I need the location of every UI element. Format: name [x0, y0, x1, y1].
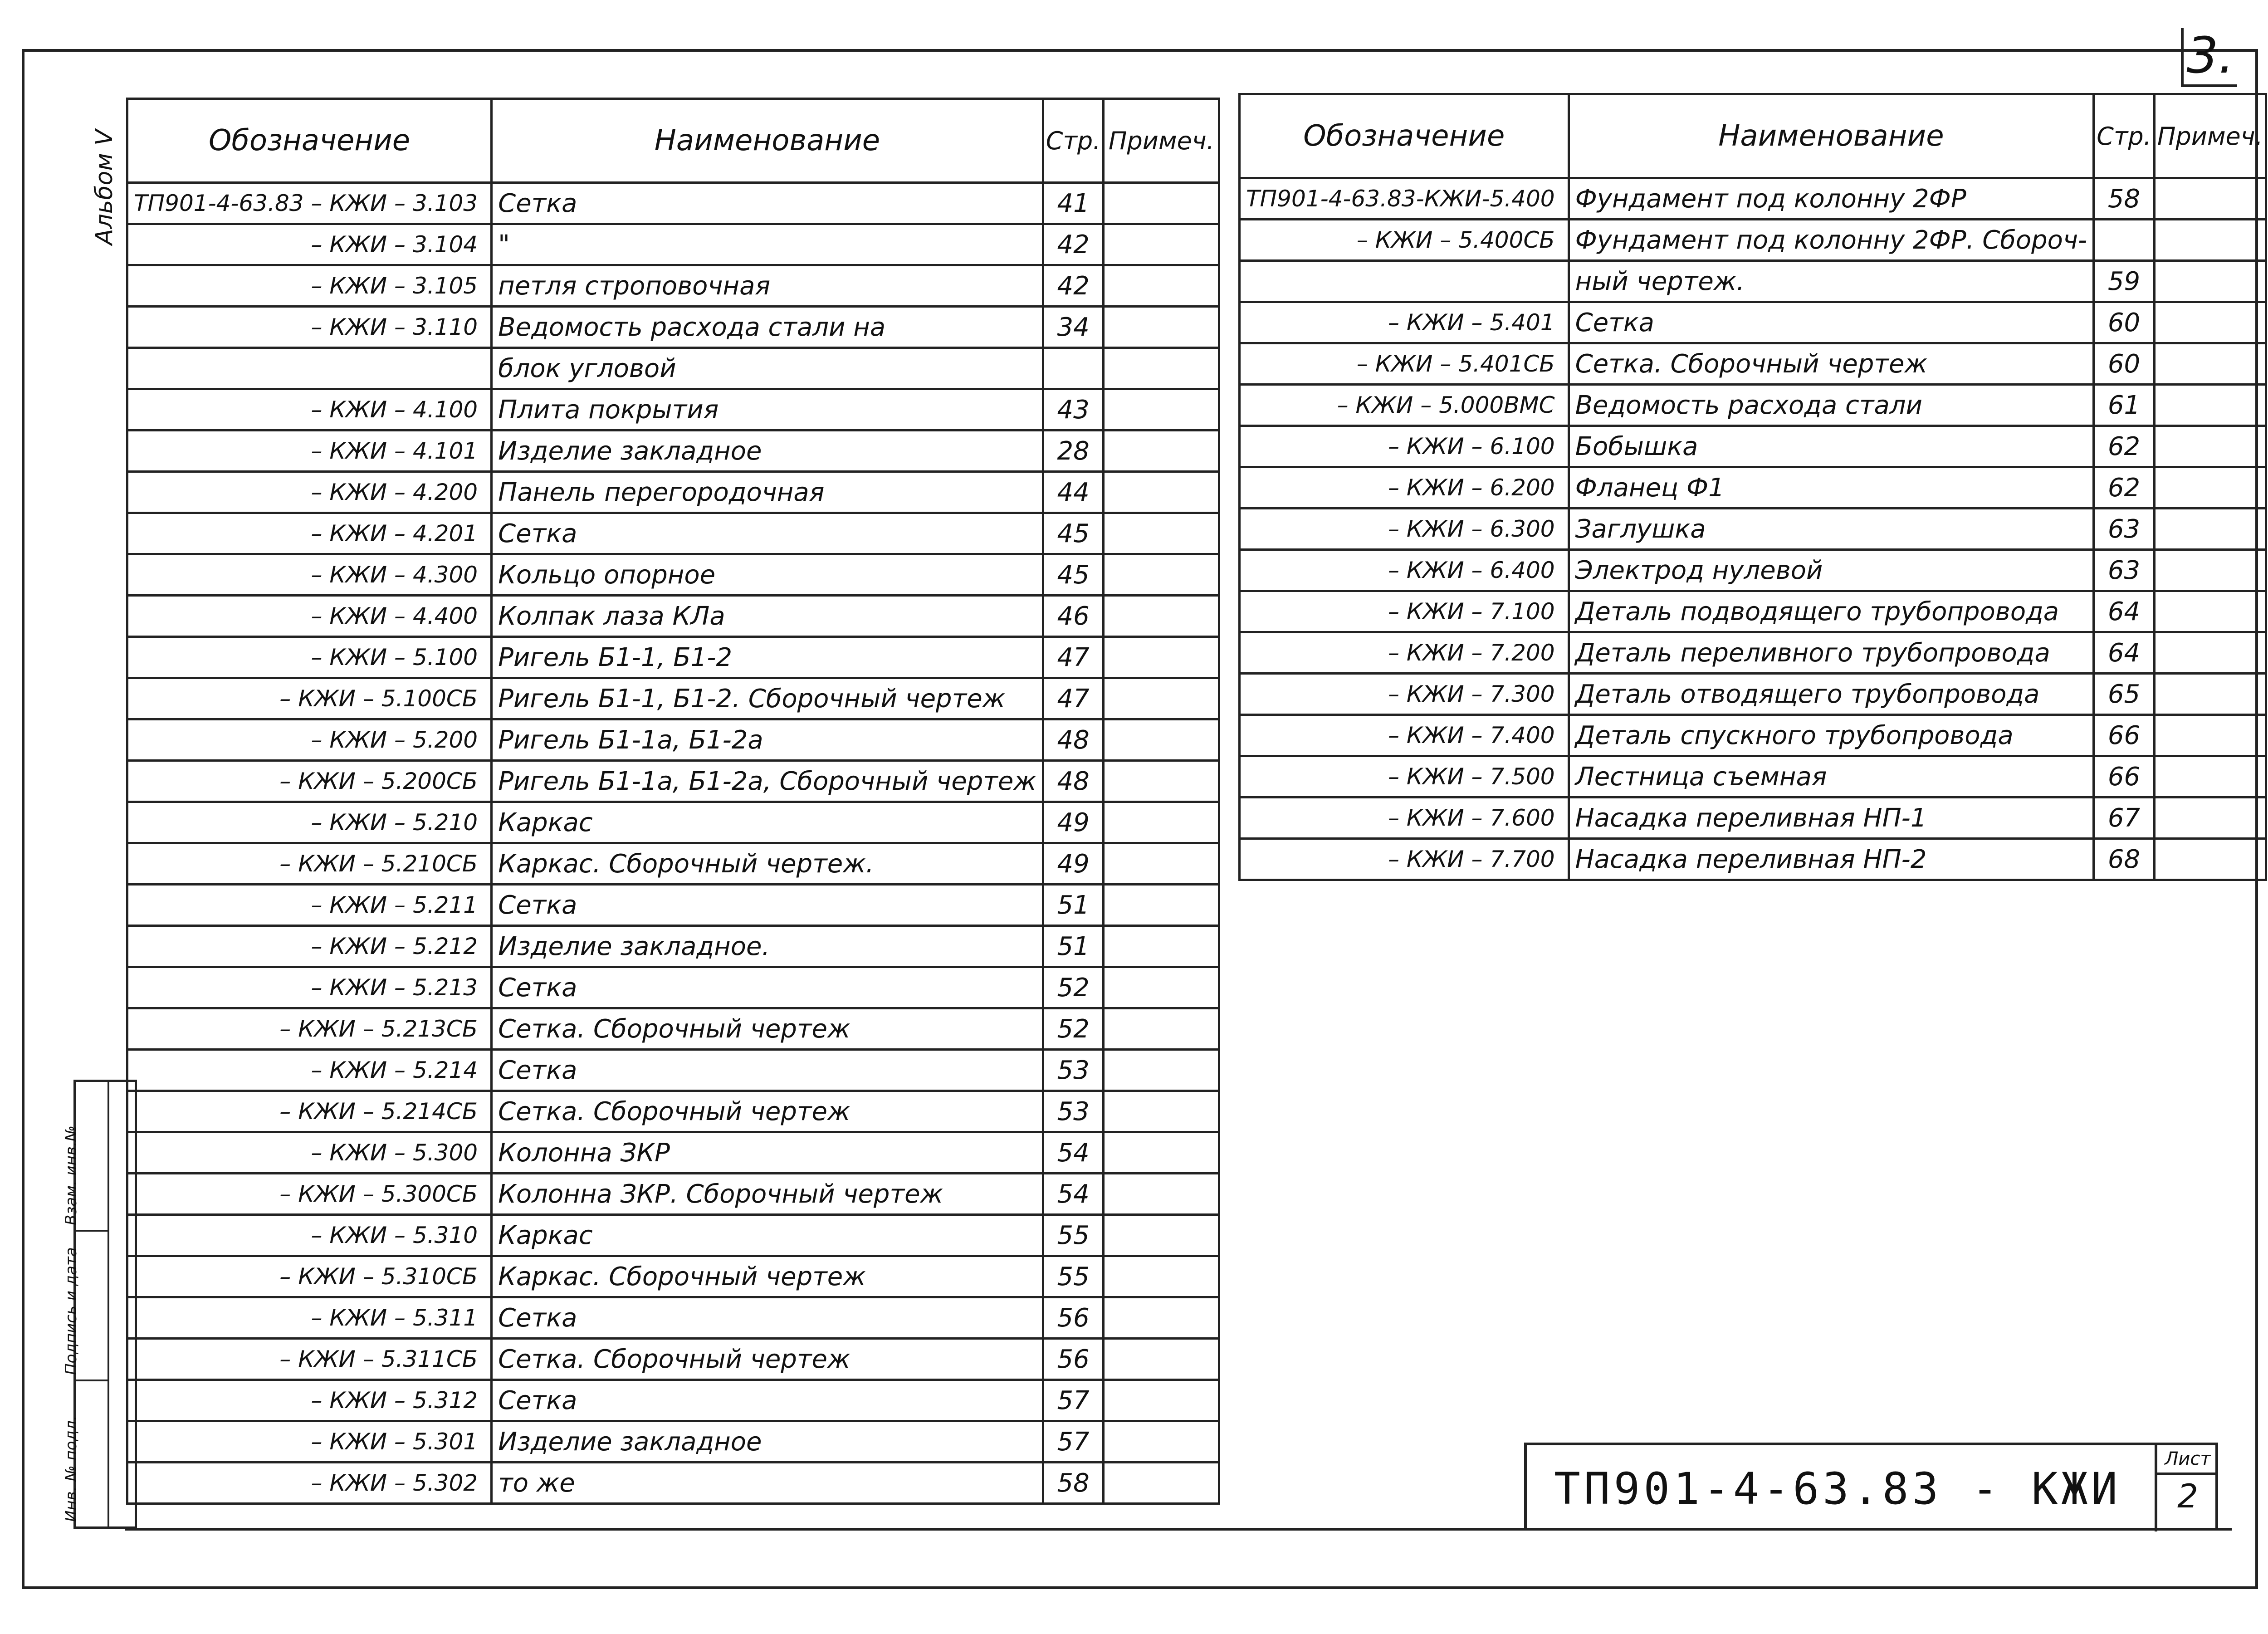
note-cell — [1104, 265, 1219, 307]
page-cell: 42 — [1043, 224, 1104, 265]
left-spec-table — [126, 98, 1220, 1505]
page-cell: 34 — [1043, 307, 1104, 348]
table-row — [127, 1463, 1219, 1504]
page-cell: 64 — [2094, 632, 2155, 674]
page-cell: 63 — [2094, 509, 2155, 550]
name-cell: Фланец Ф1 — [1569, 467, 2094, 509]
table-row — [127, 885, 1219, 926]
table-row — [127, 1256, 1219, 1297]
name-cell: Изделие закладное — [492, 431, 1043, 472]
table-row — [1240, 715, 2266, 756]
designation-cell: – КЖИ – 4.300 — [127, 554, 492, 596]
table-header-row — [127, 99, 1219, 183]
header-name: Наименование — [492, 99, 1043, 183]
table-row — [127, 761, 1219, 802]
table-row — [127, 389, 1219, 431]
page-cell: 62 — [2094, 467, 2155, 509]
page-cell: 58 — [1043, 1463, 1104, 1504]
note-cell — [1104, 596, 1219, 637]
note-cell — [1104, 885, 1219, 926]
name-cell: Ригель Б1-1а, Б1-2а, Сборочный чертеж — [492, 761, 1043, 802]
page-cell: 42 — [1043, 265, 1104, 307]
designation-cell: – КЖИ – 4.101 — [127, 431, 492, 472]
stamp-cell-inventory — [62, 1381, 108, 1526]
table-row — [127, 348, 1219, 389]
name-cell: Сетка — [1569, 302, 2094, 343]
name-cell: Ригель Б1-1, Б1-2. Сборочный чертеж — [492, 678, 1043, 719]
designation-cell: – КЖИ – 6.400 — [1240, 550, 1569, 591]
note-cell — [2154, 343, 2266, 385]
name-cell: Деталь переливного трубопровода — [1569, 632, 2094, 674]
name-cell: Каркас. Сборочный чертеж. — [492, 843, 1043, 885]
table-row — [127, 513, 1219, 554]
note-cell — [1104, 554, 1219, 596]
note-cell — [1104, 1050, 1219, 1091]
note-cell — [1104, 513, 1219, 554]
header-designation: Обозначение — [127, 99, 492, 183]
note-cell — [1104, 183, 1219, 224]
page-cell: 49 — [1043, 802, 1104, 843]
header-page: Стр. — [1043, 99, 1104, 183]
stamp-cell-signature — [62, 1232, 108, 1381]
name-cell: Сетка. Сборочный чертеж — [492, 1008, 1043, 1050]
name-cell: Сетка. Сборочный чертеж — [492, 1091, 1043, 1132]
page-cell: 48 — [1043, 719, 1104, 761]
name-cell: Каркас — [492, 802, 1043, 843]
table-row — [127, 843, 1219, 885]
designation-cell: – КЖИ – 7.100 — [1240, 591, 1569, 632]
name-cell: то же — [492, 1463, 1043, 1504]
designation-cell: – КЖИ – 5.000ВМС — [1240, 385, 1569, 426]
note-cell — [1104, 472, 1219, 513]
table-row — [1240, 467, 2266, 509]
page-cell: 53 — [1043, 1091, 1104, 1132]
note-cell — [1104, 1091, 1219, 1132]
page-cell: 54 — [1043, 1174, 1104, 1215]
designation-cell: – КЖИ – 5.100 — [127, 637, 492, 678]
table-row — [1240, 797, 2266, 839]
table-row — [127, 472, 1219, 513]
note-cell — [1104, 802, 1219, 843]
name-cell: Деталь подводящего трубопровода — [1569, 591, 2094, 632]
page-cell: 61 — [2094, 385, 2155, 426]
note-cell — [1104, 1463, 1219, 1504]
stamp-label: Подпись и дата — [62, 1247, 80, 1375]
page-cell: 47 — [1043, 678, 1104, 719]
designation-cell: – КЖИ – 6.100 — [1240, 426, 1569, 467]
page-cell: 56 — [1043, 1339, 1104, 1380]
page-cell: 59 — [2094, 261, 2155, 302]
name-cell: Фундамент под колонну 2ФР — [1569, 178, 2094, 220]
table-row — [127, 224, 1219, 265]
note-cell — [2154, 467, 2266, 509]
header-designation: Обозначение — [1240, 94, 1569, 178]
page-cell: 52 — [1043, 967, 1104, 1008]
designation-cell: – КЖИ – 6.300 — [1240, 509, 1569, 550]
note-cell — [1104, 678, 1219, 719]
note-cell — [1104, 1380, 1219, 1421]
table-row — [1240, 756, 2266, 797]
page-cell: 56 — [1043, 1297, 1104, 1339]
page-cell: 48 — [1043, 761, 1104, 802]
name-cell: Электрод нулевой — [1569, 550, 2094, 591]
name-cell: Ригель Б1-1а, Б1-2а — [492, 719, 1043, 761]
note-cell — [2154, 797, 2266, 839]
note-cell — [1104, 307, 1219, 348]
name-cell: Сетка. Сборочный чертеж — [492, 1339, 1043, 1380]
designation-cell — [1240, 261, 1569, 302]
table-row — [1240, 839, 2266, 880]
designation-cell: – КЖИ – 5.212 — [127, 926, 492, 967]
designation-cell: – КЖИ – 7.300 — [1240, 674, 1569, 715]
note-cell — [2154, 302, 2266, 343]
page-cell: 41 — [1043, 183, 1104, 224]
page-cell: 57 — [1043, 1421, 1104, 1463]
table-row — [127, 926, 1219, 967]
note-cell — [1104, 1339, 1219, 1380]
note-cell — [2154, 178, 2266, 220]
page-cell — [2094, 220, 2155, 261]
designation-cell: – КЖИ – 5.210 — [127, 802, 492, 843]
table-row — [127, 1132, 1219, 1174]
header-name: Наименование — [1569, 94, 2094, 178]
note-cell — [1104, 1008, 1219, 1050]
header-page: Стр. — [2094, 94, 2155, 178]
page-cell: 51 — [1043, 885, 1104, 926]
table-row — [1240, 385, 2266, 426]
name-cell: Изделие закладное — [492, 1421, 1043, 1463]
designation-cell: – КЖИ – 3.110 — [127, 307, 492, 348]
page-cell: 49 — [1043, 843, 1104, 885]
stamp-label: Инв. № подл. — [62, 1415, 80, 1522]
table-row — [1240, 220, 2266, 261]
name-cell: Сетка — [492, 1380, 1043, 1421]
page-cell: 63 — [2094, 550, 2155, 591]
document-code: ТП901-4-63.83 - КЖИ — [1554, 1463, 2121, 1514]
name-cell: Колонна ЗКР — [492, 1132, 1043, 1174]
designation-cell: – КЖИ – 6.200 — [1240, 467, 1569, 509]
table-row — [1240, 632, 2266, 674]
name-cell: Насадка переливная НП-2 — [1569, 839, 2094, 880]
name-cell: Сетка — [492, 513, 1043, 554]
note-cell — [1104, 637, 1219, 678]
page-cell: 51 — [1043, 926, 1104, 967]
page-cell: 44 — [1043, 472, 1104, 513]
table-row — [127, 265, 1219, 307]
table-header-row — [1240, 94, 2266, 178]
designation-cell: – КЖИ – 7.700 — [1240, 839, 1569, 880]
table-row — [1240, 261, 2266, 302]
name-cell: Кольцо опорное — [492, 554, 1043, 596]
page-cell: 43 — [1043, 389, 1104, 431]
sheet-number: 2 — [2177, 1477, 2198, 1515]
page-cell: 66 — [2094, 756, 2155, 797]
designation-cell: – КЖИ – 7.200 — [1240, 632, 1569, 674]
note-cell — [1104, 967, 1219, 1008]
designation-cell: – КЖИ – 5.310СБ — [127, 1256, 492, 1297]
designation-cell: – КЖИ – 5.310 — [127, 1215, 492, 1256]
table-row — [1240, 426, 2266, 467]
page-cell: 55 — [1043, 1256, 1104, 1297]
header-note: Примеч. — [2154, 94, 2266, 178]
designation-cell: – КЖИ – 7.600 — [1240, 797, 1569, 839]
note-cell — [2154, 550, 2266, 591]
designation-cell: – КЖИ – 5.311 — [127, 1297, 492, 1339]
table-row — [127, 637, 1219, 678]
stamp-cell-replacement — [62, 1082, 108, 1232]
note-cell — [1104, 348, 1219, 389]
page-cell: 60 — [2094, 302, 2155, 343]
note-cell — [2154, 632, 2266, 674]
table-row — [127, 1174, 1219, 1215]
table-row — [127, 1380, 1219, 1421]
name-cell: Колпак лаза КЛа — [492, 596, 1043, 637]
page-cell: 47 — [1043, 637, 1104, 678]
designation-cell: – КЖИ – 5.214 — [127, 1050, 492, 1091]
page-cell: 67 — [2094, 797, 2155, 839]
stamp-label: Взам. инв.№ — [62, 1125, 80, 1225]
table-row — [127, 1215, 1219, 1256]
designation-cell: – КЖИ – 5.300 — [127, 1132, 492, 1174]
note-cell — [1104, 1174, 1219, 1215]
designation-cell: ТП901-4-63.83 – КЖИ – 3.103 — [127, 183, 492, 224]
table-row — [1240, 509, 2266, 550]
name-cell: " — [492, 224, 1043, 265]
page-number: 3. — [2181, 28, 2237, 87]
page-cell: 54 — [1043, 1132, 1104, 1174]
name-cell: Каркас — [492, 1215, 1043, 1256]
note-cell — [2154, 674, 2266, 715]
note-cell — [2154, 591, 2266, 632]
designation-cell: – КЖИ – 5.300СБ — [127, 1174, 492, 1215]
name-cell: Лестница съемная — [1569, 756, 2094, 797]
name-cell: Сетка — [492, 1050, 1043, 1091]
note-cell — [1104, 1297, 1219, 1339]
designation-cell: – КЖИ – 4.100 — [127, 389, 492, 431]
page-cell: 45 — [1043, 554, 1104, 596]
header-note: Примеч. — [1104, 99, 1219, 183]
designation-cell: – КЖИ – 5.213 — [127, 967, 492, 1008]
note-cell — [2154, 261, 2266, 302]
table-row — [127, 678, 1219, 719]
page-cell: 68 — [2094, 839, 2155, 880]
table-row — [127, 1421, 1219, 1463]
page-cell: 65 — [2094, 674, 2155, 715]
page-cell: 64 — [2094, 591, 2155, 632]
designation-cell: – КЖИ – 3.105 — [127, 265, 492, 307]
note-cell — [1104, 926, 1219, 967]
designation-cell: – КЖИ – 5.311СБ — [127, 1339, 492, 1380]
page-cell — [1043, 348, 1104, 389]
name-cell: Сетка — [492, 1297, 1043, 1339]
name-cell: Сетка — [492, 967, 1043, 1008]
page-cell: 58 — [2094, 178, 2155, 220]
name-cell: Заглушка — [1569, 509, 2094, 550]
table-row — [1240, 343, 2266, 385]
designation-cell: – КЖИ – 5.401СБ — [1240, 343, 1569, 385]
designation-cell: – КЖИ – 5.302 — [127, 1463, 492, 1504]
name-cell: Ведомость расхода стали — [1569, 385, 2094, 426]
name-cell: Деталь спускного трубопровода — [1569, 715, 2094, 756]
page-cell: 57 — [1043, 1380, 1104, 1421]
stamp-divider — [108, 1082, 109, 1526]
note-cell — [1104, 719, 1219, 761]
name-cell: Каркас. Сборочный чертеж — [492, 1256, 1043, 1297]
note-cell — [1104, 761, 1219, 802]
note-cell — [1104, 1421, 1219, 1463]
note-cell — [2154, 715, 2266, 756]
page-cell: 62 — [2094, 426, 2155, 467]
note-cell — [2154, 756, 2266, 797]
page-cell: 45 — [1043, 513, 1104, 554]
note-cell — [2154, 426, 2266, 467]
designation-cell: – КЖИ – 5.213СБ — [127, 1008, 492, 1050]
note-cell — [1104, 843, 1219, 885]
designation-cell: – КЖИ – 5.301 — [127, 1421, 492, 1463]
table-row — [127, 554, 1219, 596]
note-cell — [1104, 224, 1219, 265]
name-cell: блок угловой — [492, 348, 1043, 389]
page-cell: 28 — [1043, 431, 1104, 472]
designation-cell: – КЖИ – 7.400 — [1240, 715, 1569, 756]
designation-cell — [127, 348, 492, 389]
designation-cell: – КЖИ – 3.104 — [127, 224, 492, 265]
note-cell — [1104, 431, 1219, 472]
note-cell — [1104, 389, 1219, 431]
table-row — [1240, 550, 2266, 591]
note-cell — [1104, 1132, 1219, 1174]
designation-cell: – КЖИ – 4.400 — [127, 596, 492, 637]
name-cell: петля строповочная — [492, 265, 1043, 307]
page-cell: 53 — [1043, 1050, 1104, 1091]
name-cell: Ведомость расхода стали на — [492, 307, 1043, 348]
name-cell: Панель перегородочная — [492, 472, 1043, 513]
name-cell: Изделие закладное. — [492, 926, 1043, 967]
designation-cell: – КЖИ – 5.401 — [1240, 302, 1569, 343]
table-row — [127, 1339, 1219, 1380]
page-cell: 60 — [2094, 343, 2155, 385]
note-cell — [1104, 1215, 1219, 1256]
table-row — [127, 183, 1219, 224]
table-row — [1240, 674, 2266, 715]
table-row — [127, 307, 1219, 348]
page-cell: 52 — [1043, 1008, 1104, 1050]
designation-cell: – КЖИ – 7.500 — [1240, 756, 1569, 797]
note-cell — [2154, 839, 2266, 880]
name-cell: Сетка — [492, 183, 1043, 224]
table-row — [127, 1050, 1219, 1091]
table-row — [127, 719, 1219, 761]
right-spec-table — [1238, 93, 2267, 881]
table-row — [127, 802, 1219, 843]
sheet-label: Лист — [2157, 1445, 2218, 1475]
page-cell: 46 — [1043, 596, 1104, 637]
designation-cell: – КЖИ – 5.200 — [127, 719, 492, 761]
name-cell: Плита покрытия — [492, 389, 1043, 431]
designation-cell: – КЖИ – 5.200СБ — [127, 761, 492, 802]
table-row — [127, 431, 1219, 472]
name-cell: ный чертеж. — [1569, 261, 2094, 302]
designation-cell: – КЖИ – 5.312 — [127, 1380, 492, 1421]
designation-cell: – КЖИ – 5.211 — [127, 885, 492, 926]
name-cell: Бобышка — [1569, 426, 2094, 467]
name-cell: Колонна ЗКР. Сборочный чертеж — [492, 1174, 1043, 1215]
page-cell: 55 — [1043, 1215, 1104, 1256]
table-row — [127, 1091, 1219, 1132]
name-cell: Сетка. Сборочный чертеж — [1569, 343, 2094, 385]
note-cell — [2154, 220, 2266, 261]
table-row — [127, 1297, 1219, 1339]
table-row — [1240, 178, 2266, 220]
designation-cell: – КЖИ – 5.210СБ — [127, 843, 492, 885]
name-cell: Сетка — [492, 885, 1043, 926]
designation-cell: – КЖИ – 4.201 — [127, 513, 492, 554]
designation-cell: – КЖИ – 5.400СБ — [1240, 220, 1569, 261]
designation-cell: – КЖИ – 5.214СБ — [127, 1091, 492, 1132]
designation-cell: – КЖИ – 4.200 — [127, 472, 492, 513]
name-cell: Насадка переливная НП-1 — [1569, 797, 2094, 839]
table-row — [127, 596, 1219, 637]
sheet-box — [2155, 1445, 2218, 1531]
note-cell — [2154, 509, 2266, 550]
page-cell: 66 — [2094, 715, 2155, 756]
designation-cell: – КЖИ – 5.100СБ — [127, 678, 492, 719]
album-label: Альбом V — [91, 129, 118, 245]
table-row — [1240, 591, 2266, 632]
table-row — [127, 967, 1219, 1008]
title-block — [1524, 1443, 2218, 1529]
name-cell: Деталь отводящего трубопровода — [1569, 674, 2094, 715]
name-cell: Ригель Б1-1, Б1-2 — [492, 637, 1043, 678]
designation-cell: ТП901-4-63.83-КЖИ-5.400 — [1240, 178, 1569, 220]
table-row — [1240, 302, 2266, 343]
note-cell — [1104, 1256, 1219, 1297]
table-row — [127, 1008, 1219, 1050]
note-cell — [2154, 385, 2266, 426]
name-cell: Фундамент под колонну 2ФР. Сбороч- — [1569, 220, 2094, 261]
